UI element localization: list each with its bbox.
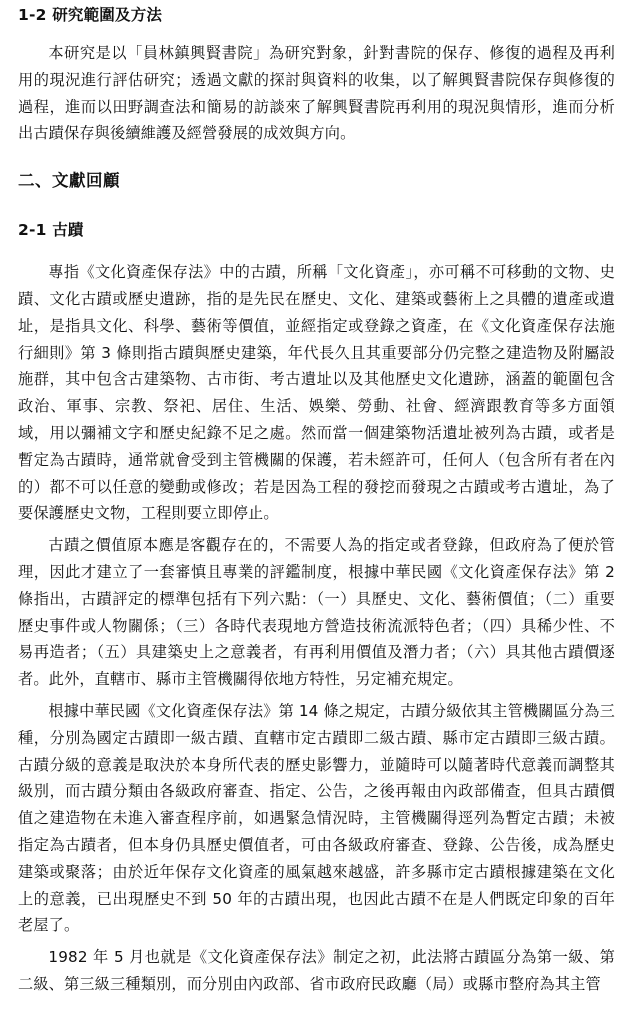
section-heading-2-1: 2-1 古蹟 <box>18 221 84 240</box>
section-heading-1-2: 1-2 研究範圍及方法 <box>18 6 163 24</box>
monument-value-criteria-paragraph: 古蹟之價值原本應是客觀存在的，不需要人為的指定或者登錄，但政府為了便於管理，因此才建立了一套審慎且專業的評鑑制度，根據中華民國《文化資產保存法》第 2 條指出，古蹟評定的標準包括有下列六點：（一）具歷史、文化、藝術價值；（二）重要歷史事件或人物關係；（三）各時代表現地方營造技術流派特色者；（四）具稀少性、不易再造者；（五）具建築史上之意義者，有再利用價值及潛力者；（六）具其他古蹟價逐者。此外，直轄市、縣市主管機關得依地方特性，另定補充規定。 <box>18 536 615 689</box>
monument-definition-paragraph: 專指《文化資產保存法》中的古蹟，所稱「文化資產」，亦可稱不可移動的文物、史蹟、文化古蹟或歷史遺跡，指的是先民在歷史、文化、建築或藝術上之具體的遺產或遺址，是指具文化、科學、藝術等價值，並經指定或登錄之資產，在《文化資產保存法施行細則》第 3 條則指古蹟與歷史建築，年代長久且其重要部分仍完整之建造物及附屬設施群，其中包含古建築物、古市街、考古遺址以及其他歷史文化遺跡，涵蓋的範圍包含政治、軍事、宗教、祭祀、居住、生活、娛樂、勞動、社會、經濟跟教育等多方面領域，用以彌補文字和歷史紀錄不足之處。然而當一個建築物活遺址被列為古蹟，或者是暫定為古蹟時，通常就會受到主管機關的保護，若未經許可，任何人（包含所有者在內的）都不可以任意的變動或修改；若是因為工程的發挖而發現之古蹟或考古遺址，為了要保護歷史文物，工程則要立即停止。 <box>18 263 615 523</box>
monument-history-paragraph: 1982 年 5 月也就是《文化資產保存法》制定之初，此法將古蹟區分為第一級、第二級、第三級三種類別，而分別由內政部、省市政府民政廳（局）或縣市整府為其主管 <box>18 948 615 993</box>
section-heading-literature-review: 二、文獻回顧 <box>18 171 120 191</box>
monument-classification-paragraph: 根據中華民國《文化資產保存法》第 14 條之規定，古蹟分級依其主管機關區分為三種，分別為國定古蹟即一級古蹟、直轄市定古蹟即二級古蹟、縣市定古蹟即三級古蹟。古蹟分級的意義是取決於本身所代表的歷史影響力，並隨時可以隨著時代意義而調整其級別，而古蹟分類由各級政府審查、指定、公告，之後再報由內政部備查，但具古蹟價值之建造物在未進入審查程序前，如遇緊急情況時，主管機關得逕列為暫定古蹟；未被指定為古蹟者，但本身仍具歷史價值者，可由各級政府審查、登錄、公告後，成為歷史建築或聚落；由於近年保存文化資產的風氣越來越盛，許多縣市定古蹟根據建築在文化上的意義，已出現歷史不到 50 年的古蹟出現，也因此古蹟不在是人們既定印象的百年老屋了。 <box>18 701 615 935</box>
research-scope-paragraph: 本研究是以「員林鎮興賢書院」為研究對象，針對書院的保存、修復的過程及再利用的現況進行評估研究；透過文獻的探討與資料的收集，以了解興賢書院保存與修復的過程，進而以田野調查法和簡易的訪談來了解興賢書院再利用的現況與情形，進而分析出古蹟保存與後續維護及經營發展的成效與方向。 <box>18 44 615 143</box>
